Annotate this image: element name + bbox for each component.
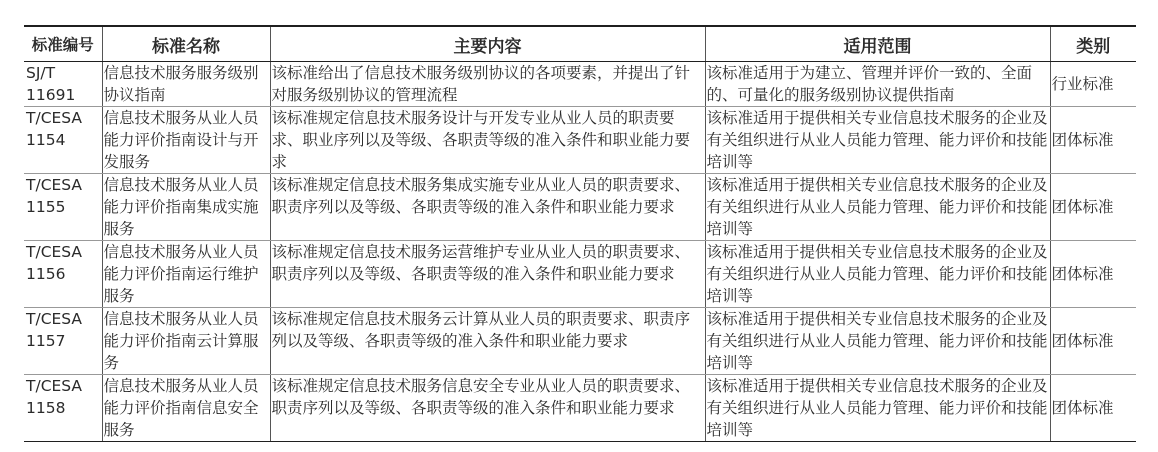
cell-content: 该标准规定信息技术服务信息安全专业从业人员的职责要求、职责序列以及等级、各职责等级的准入条件和职业能力要求 (270, 375, 705, 442)
cell-category: 团体标准 (1050, 375, 1136, 442)
cell-content: 该标准规定信息技术服务云计算从业人员的职责要求、职责序列以及等级、各职责等级的准入条件和职业能力要求 (270, 308, 705, 375)
cell-name: 信息技术服务从业人员能力评价指南运行维护服务 (102, 241, 270, 308)
cell-content: 该标准规定信息技术服务设计与开发专业从业人员的职责要求、职业序列以及等级、各职责等级的准入条件和职业能力要求 (270, 107, 705, 174)
header-code: 标准编号 (24, 26, 102, 62)
cell-name: 信息技术服务服务级别协议指南 (102, 62, 270, 107)
cell-content: 该标准规定信息技术服务集成实施专业从业人员的职责要求、职责序列以及等级、各职责等级的准入条件和职业能力要求 (270, 174, 705, 241)
table-row (24, 308, 1136, 375)
header-content: 主要内容 (270, 26, 705, 62)
header-category: 类别 (1050, 26, 1136, 62)
table-row (24, 174, 1136, 241)
standards-table (24, 25, 1136, 442)
cell-scope: 该标准适用于提供相关专业信息技术服务的企业及有关组织进行从业人员能力管理、能力评价和技能培训等 (705, 375, 1050, 442)
cell-code: T/CESA 1155 (24, 174, 102, 241)
table-row (24, 375, 1136, 442)
header-scope: 适用范围 (705, 26, 1050, 62)
cell-content: 该标准规定信息技术服务运营维护专业从业人员的职责要求、职责序列以及等级、各职责等级的准入条件和职业能力要求 (270, 241, 705, 308)
cell-category: 行业标准 (1050, 62, 1136, 107)
cell-name: 信息技术服务从业人员能力评价指南信息安全服务 (102, 375, 270, 442)
cell-code: T/CESA 1158 (24, 375, 102, 442)
table-row (24, 241, 1136, 308)
table-row (24, 62, 1136, 107)
cell-code: SJ/T 11691 (24, 62, 102, 107)
table-body (24, 62, 1136, 442)
cell-category: 团体标准 (1050, 308, 1136, 375)
cell-content: 该标准给出了信息技术服务级别协议的各项要素，并提出了针对服务级别协议的管理流程 (270, 62, 705, 107)
cell-scope: 该标准适用于为建立、管理并评价一致的、全面的、可量化的服务级别协议提供指南 (705, 62, 1050, 107)
cell-scope: 该标准适用于提供相关专业信息技术服务的企业及有关组织进行从业人员能力管理、能力评价和技能培训等 (705, 241, 1050, 308)
header-name: 标准名称 (102, 26, 270, 62)
header-row (24, 26, 1136, 62)
cell-category: 团体标准 (1050, 241, 1136, 308)
cell-code: T/CESA 1156 (24, 241, 102, 308)
cell-name: 信息技术服务从业人员能力评价指南集成实施服务 (102, 174, 270, 241)
cell-code: T/CESA 1154 (24, 107, 102, 174)
cell-scope: 该标准适用于提供相关专业信息技术服务的企业及有关组织进行从业人员能力管理、能力评价和技能培训等 (705, 308, 1050, 375)
cell-scope: 该标准适用于提供相关专业信息技术服务的企业及有关组织进行从业人员能力管理、能力评价和技能培训等 (705, 174, 1050, 241)
table-header (24, 26, 1136, 62)
cell-name: 信息技术服务从业人员能力评价指南设计与开发服务 (102, 107, 270, 174)
cell-category: 团体标准 (1050, 107, 1136, 174)
cell-name: 信息技术服务从业人员能力评价指南云计算服务 (102, 308, 270, 375)
cell-scope: 该标准适用于提供相关专业信息技术服务的企业及有关组织进行从业人员能力管理、能力评价和技能培训等 (705, 107, 1050, 174)
cell-category: 团体标准 (1050, 174, 1136, 241)
cell-code: T/CESA 1157 (24, 308, 102, 375)
table-row (24, 107, 1136, 174)
